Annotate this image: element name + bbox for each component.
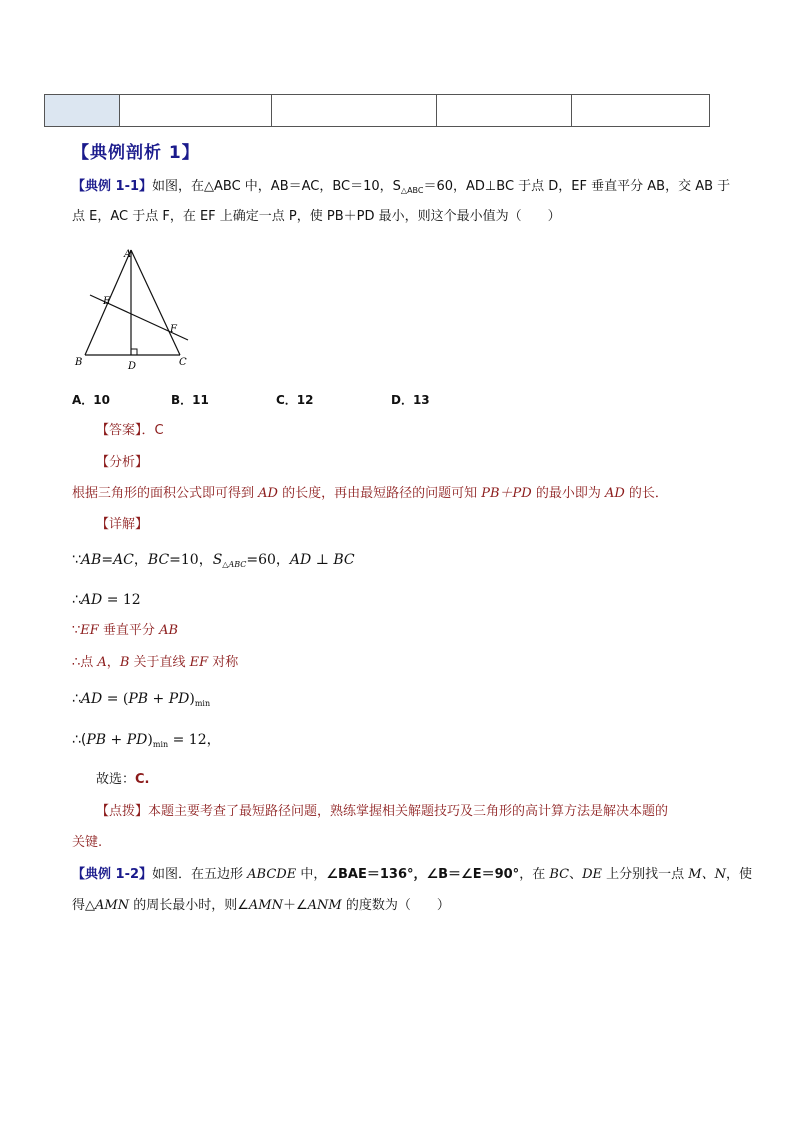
d1-s: S: [212, 552, 223, 568]
d6-min: min: [152, 740, 169, 749]
ex1-line2: 点 E，AC 于点 F，在 EF 上确定一点 P，使 PB＋PD 最小，则这个最小值为（ ）: [72, 209, 561, 224]
analysis-pb-pd: PB＋PD: [481, 486, 532, 501]
d1-perp: AD ⊥ BC: [289, 552, 355, 568]
ex2-sep: 、: [569, 867, 583, 882]
d5-eq: = (: [102, 691, 129, 707]
header-cell-2: [120, 95, 272, 126]
option-b: B．11: [171, 393, 209, 407]
ex2-t9: 的度数为（ ）: [341, 898, 450, 913]
comment-text1: 本题主要考查了最短路径问题，熟练掌握相关解题技巧及三角形的高计算方法是解决本题的: [148, 804, 669, 819]
d6-paren: ): [147, 732, 153, 748]
d4-a: ∴点: [72, 655, 98, 670]
detail-line7: [96, 770, 150, 790]
label-c: C: [179, 357, 187, 368]
ex1-tag: 【典例 1-1】: [72, 179, 153, 194]
d6-pb: PB: [86, 732, 107, 748]
ex2-t3: ，在: [519, 867, 550, 882]
detail-line4: [72, 653, 238, 673]
detail-line5: [72, 689, 210, 714]
d4-c: ，: [106, 655, 120, 670]
d6-therefore: ∴(: [72, 732, 87, 748]
detail-line6: [72, 730, 221, 755]
ex2-amn-angle: AMN: [248, 898, 283, 913]
ex2-pentagon: ABCDE: [247, 867, 297, 882]
answer-value: ．C: [141, 423, 164, 438]
detail-label: 【详解】: [96, 517, 149, 532]
comment-label: 【点拨】: [96, 804, 149, 819]
label-f: F: [170, 324, 177, 335]
d5-plus: +: [148, 691, 169, 707]
d4-g: 对称: [208, 655, 239, 670]
d3-ab: AB: [159, 623, 179, 638]
d1-bc-val: =10，: [169, 552, 213, 568]
header-table: [44, 94, 710, 127]
d5-min: min: [194, 699, 211, 708]
d7-choose: 故选：: [96, 772, 136, 787]
ex2-amn: AMN: [95, 898, 130, 913]
d5-pb: PB: [128, 691, 149, 707]
d5-paren: ): [189, 691, 195, 707]
analysis-p4: 的长．: [624, 486, 668, 501]
ex2-line2: [72, 896, 450, 916]
answer-line: [96, 421, 164, 441]
d5-pd: PD: [168, 691, 190, 707]
header-cell-3: [272, 95, 437, 126]
d1-ac: AC: [113, 552, 134, 568]
label-d: D: [128, 361, 137, 372]
label-b: B: [75, 357, 83, 368]
d1-s-sub: △ABC: [222, 560, 247, 569]
ex1-line1: [72, 177, 730, 201]
label-a: A: [124, 249, 132, 260]
analysis-p3: 的最小即为: [531, 486, 605, 501]
detail-line1: [72, 550, 355, 575]
d5-ad: AD: [80, 691, 103, 707]
ex1-text1: 如图，在△ABC 中，AB＝AC，BC＝10，S: [152, 179, 401, 194]
ex2-bc: BC: [549, 867, 570, 882]
triangle-figure: [72, 244, 197, 374]
ex2-t4: 上分别找一点: [602, 867, 689, 882]
analysis-text: [72, 484, 668, 504]
ex2-t7: 的周长最小时，则∠: [129, 898, 249, 913]
ex2-de: DE: [582, 867, 603, 882]
side-ac: [131, 250, 180, 355]
detail-line2: [72, 590, 141, 610]
d1-because: ∵: [72, 552, 81, 568]
ex2-angles: ∠BAE＝136°，∠B＝∠E＝90°: [326, 867, 520, 882]
analysis-label: 【分析】: [96, 455, 149, 470]
d1-comma: ，: [133, 552, 148, 568]
d5-therefore: ∴: [72, 691, 81, 707]
header-cell-5: [572, 95, 709, 126]
d4-ef: EF: [189, 655, 209, 670]
ex2-t1: 如图．在五边形: [152, 867, 248, 882]
d3-because: ∵: [72, 623, 81, 638]
d7-answer: C.: [135, 772, 150, 787]
d4-pt-a: A: [97, 655, 107, 670]
analysis-p2: 的长度，再由最短路径的问题可知: [277, 486, 482, 501]
ex1-s-sub: △ABC: [400, 186, 424, 195]
analysis-ad-2: AD: [604, 486, 625, 501]
ex1-text1b: ＝60，AD⊥BC 于点 D，EF 垂直平分 AB，交 AB 于: [423, 179, 731, 194]
right-angle-mark: [131, 349, 137, 355]
d2-ad: AD: [80, 592, 103, 608]
d4-e: 关于直线: [129, 655, 190, 670]
analysis-ad-1: AD: [258, 486, 278, 501]
comment-line2: 关键.: [72, 835, 103, 850]
d1-eq: =: [101, 552, 114, 568]
d3-ef: EF: [80, 623, 99, 638]
header-cell-4: [437, 95, 572, 126]
d1-bc: BC: [147, 552, 170, 568]
d2-val: = 12: [102, 592, 141, 608]
option-a: A．10: [72, 393, 110, 407]
ex2-t2: 中，: [296, 867, 327, 882]
header-cell-1: [45, 95, 120, 126]
d6-plus: +: [106, 732, 127, 748]
option-c: C．12: [276, 393, 314, 407]
d4-pt-b: B: [119, 655, 130, 670]
d6-pd: PD: [126, 732, 148, 748]
d2-therefore: ∴: [72, 592, 81, 608]
d1-ab: AB: [80, 552, 102, 568]
comment-line1: [96, 802, 668, 822]
ex2-tag: 【典例 1-2】: [72, 867, 153, 882]
answer-label: 【答案】: [96, 423, 142, 438]
d1-s-val: =60，: [246, 552, 290, 568]
ex2-line1: [72, 865, 752, 885]
analysis-p1: 根据三角形的面积公式即可得到: [72, 486, 259, 501]
detail-line3: [72, 621, 178, 641]
section-title: 【典例剖析 1】: [72, 143, 200, 163]
ex2-anm-angle: ANM: [307, 898, 342, 913]
label-e: E: [103, 296, 111, 307]
d3-text: 垂直平分: [98, 623, 160, 638]
d6-val: = 12，: [168, 732, 221, 748]
ex2-t5: ，使: [725, 867, 752, 882]
ex2-t8: ＋∠: [282, 898, 308, 913]
ex2-mn: M、N: [688, 867, 726, 882]
ex2-t6: 得△: [72, 898, 95, 913]
option-d: D．13: [391, 393, 430, 407]
